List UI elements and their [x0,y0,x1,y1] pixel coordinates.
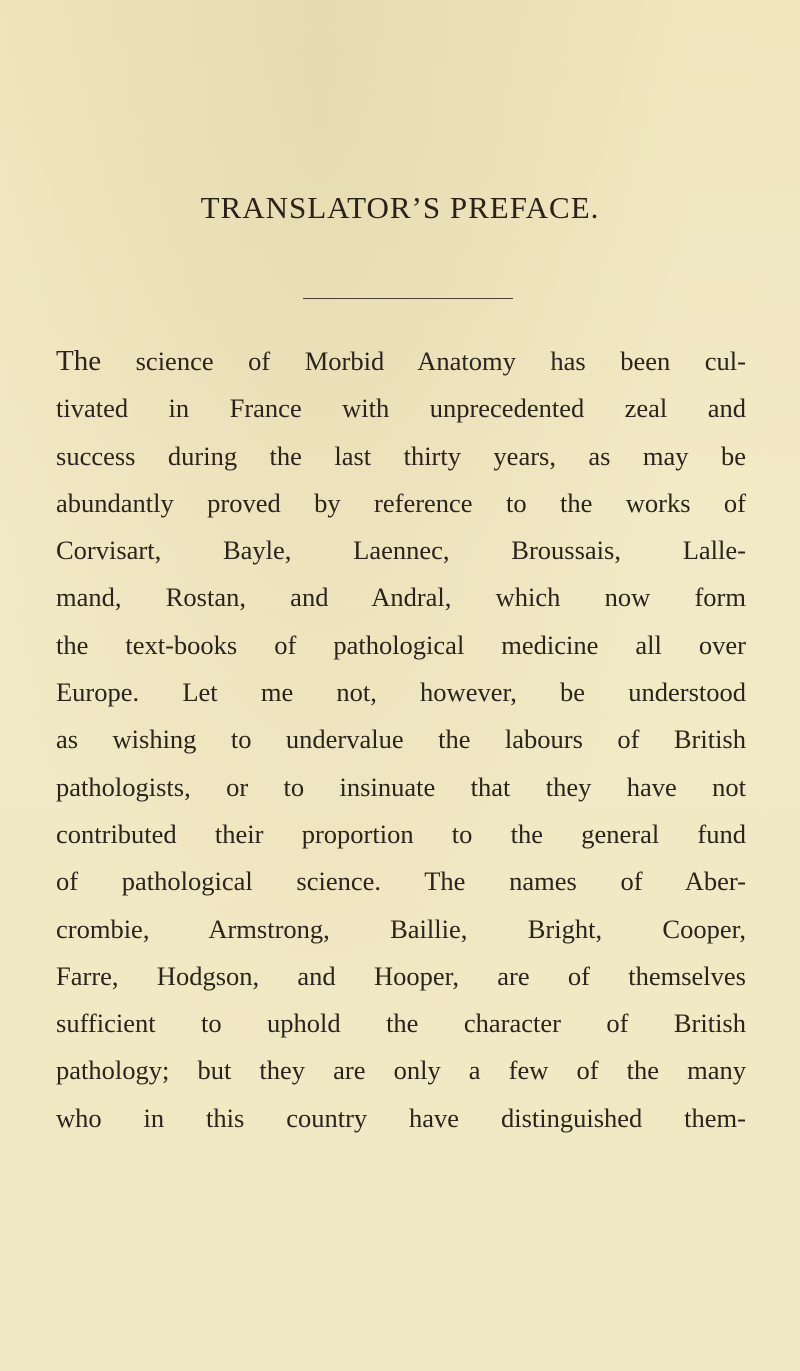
text-line-11: contributed their proportion to the general fund [56,818,746,849]
text-line-14: Farre, Hodgson, and Hooper, are of themselves [56,960,746,991]
text-line-8: Europe. Let me not, however, be understood [56,677,746,708]
text-line-17: who in this country have distinguished them- [56,1102,746,1133]
text-line-4: abundantly proved by reference to the works of [56,487,746,518]
text-line-12: of pathological science. The names of Aber- [56,866,746,897]
text-line-10: pathologists, or to insinuate that they have not [56,771,746,802]
title-divider-rule [303,298,513,299]
text-line-7: the text-books of pathological medicine all over [56,629,746,660]
text-line-15: sufficient to uphold the character of British [56,1008,746,1039]
text-line-2: tivated in France with unprecedented zeal and [56,393,746,424]
lead-word: The [56,345,102,377]
text-line-3: success during the last thirty years, as may be [56,440,746,471]
text-line-9: as wishing to undervalue the labours of British [56,724,746,755]
text-line-5: Corvisart, Bayle, Laennec, Broussais, Lalle- [56,535,746,566]
page-title: TRANSLATOR’S PREFACE. [200,190,600,225]
line-1-rest: science of Morbid Anatomy has been cul- [101,346,746,376]
text-line-13: crombie, Armstrong, Baillie, Bright, Cooper, [56,913,746,944]
text-line-6: mand, Rostan, and Andral, which now form [56,582,746,613]
preface-body-text [56,338,746,1142]
text-line-16: pathology; but they are only a few of the many [56,1055,746,1086]
text-line-1 [56,338,746,385]
